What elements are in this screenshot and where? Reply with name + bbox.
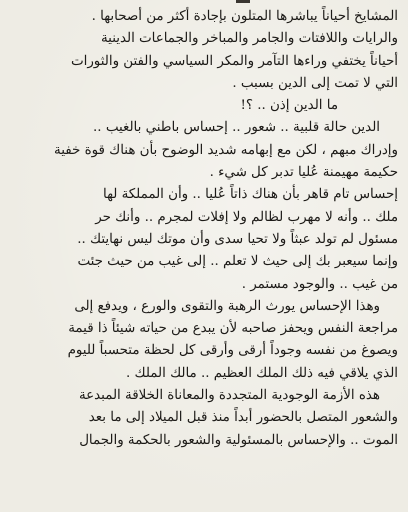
text-line: والشعور المتصل بالحضور أبداً منذ قبل الميلاد إلى ما بعد (88, 410, 398, 426)
text-line: التي لا تمت إلى الدين بسبب . (232, 75, 398, 91)
text-line: مسئول لم تولد عبثاً ولا تحيا سدى وأن موتك ليس نهايتك .. (77, 231, 398, 247)
text-line: الذي يلاقي فيه ذلك الملك العظيم .. مالك الملك . (126, 365, 398, 381)
question-line: ما الدين إذن .. ؟! (240, 98, 338, 114)
body-text (14, 6, 398, 452)
page-top-mark (236, 0, 250, 3)
text-line: ويصوغ من نفسه وجوداً أرقى وأرقى كل لحظة متحسباً لليوم (67, 343, 398, 359)
text-line: الموت .. والإحساس بالمسئولية والشعور بالحكمة والجمال (79, 432, 398, 448)
text-line: والرايات واللافتات والجامر والمباخر والجماعات الدينية (100, 31, 398, 47)
text-line: وإنما سيعبر بك إلى حيث لا تعلم .. إلى غيب من حيث جئت (77, 254, 398, 270)
text-line: من غيب .. والوجود مستمر . (241, 276, 398, 292)
text-line: ملك .. وأنه لا مهرب لظالم ولا إفلات لمجرم .. وأنك حر (95, 209, 398, 225)
text-line: وإدراك مبهم ، لكن مع إبهامه شديد الوضوح بأن هناك قوة خفية (54, 142, 398, 158)
text-line: أحياناً يختفي وراءها التآمر والمكر السياسي والفتن والثورات (71, 53, 398, 69)
text-line: وهذا الإحساس يورث الرهبة والتقوى والورع ، ويدفع إلى (74, 298, 380, 314)
text-line: الدين حالة قلبية .. شعور .. إحساس باطني بالغيب .. (93, 120, 380, 136)
text-line: حكيمة مهيمنة عُليا تدبر كل شيء . (209, 165, 398, 181)
text-line: المشايخ أحياناً يباشرها المتلون بإجادة أكثر من أصحابها . (91, 9, 398, 24)
text-line: إحساس تام قاهر بأن هناك ذاتاً عُليا .. وأن المملكة لها (102, 187, 398, 203)
text-line: مراجعة النفس ويحفز صاحبه لأن يبدع من حياته شيئاً ذا قيمة (68, 321, 398, 337)
text-line: هذه الأزمة الوجودية المتجددة والمعاناة الخلاقة المبدعة (78, 388, 380, 404)
